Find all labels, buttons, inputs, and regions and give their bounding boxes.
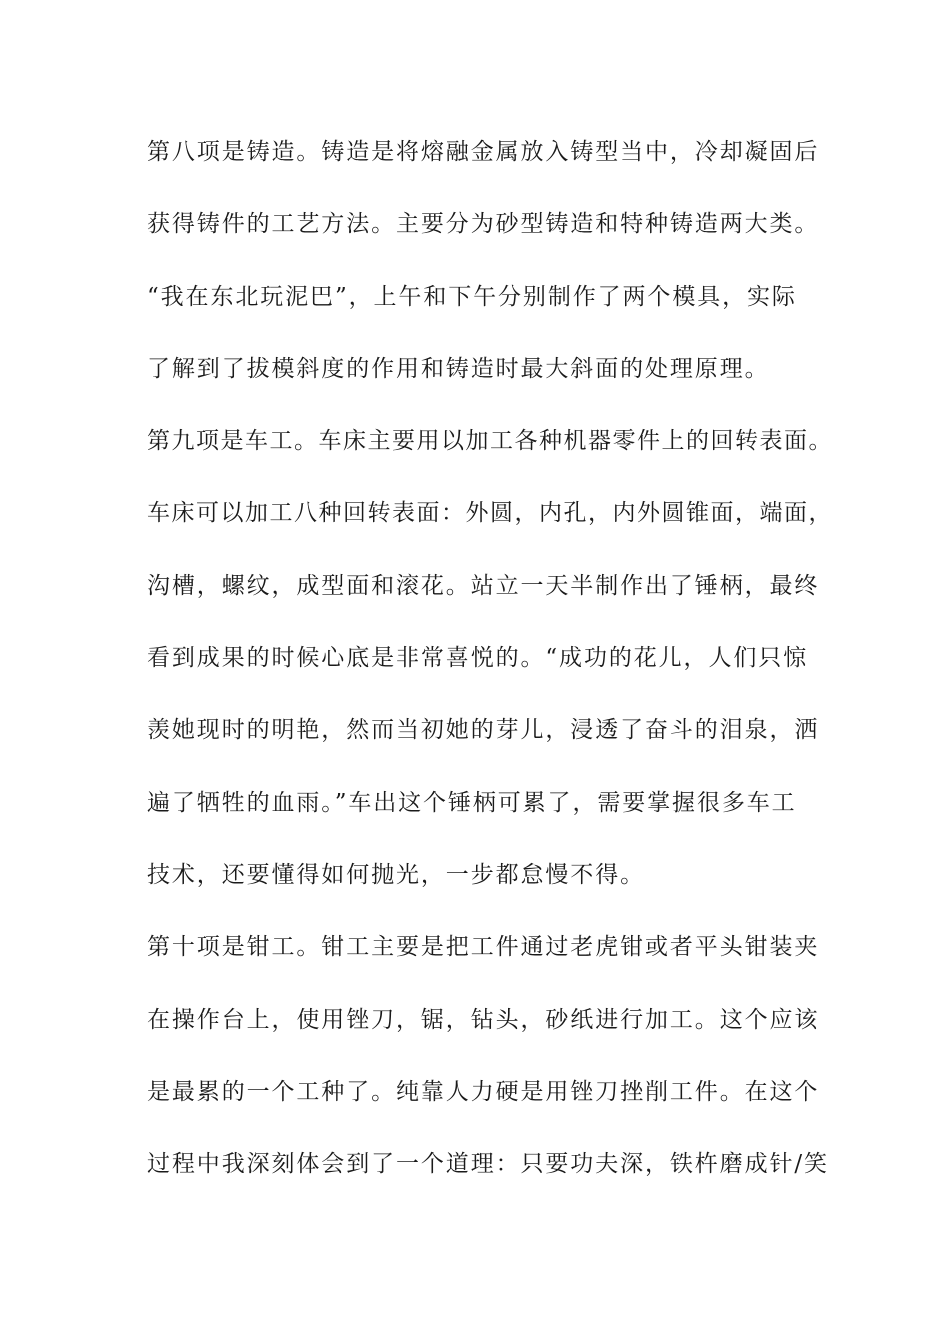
- text-line: 车床可以加工八种回转表面：外圆，内孔，内外圆锥面，端面，: [147, 500, 833, 527]
- text-line: 沟槽，螺纹，成型面和滚花。站立一天半制作出了锤柄，最终: [147, 572, 820, 599]
- body-text: [147, 132, 837, 1216]
- text-line: 羡她现时的明艳，然而当初她的芽儿，浸透了奋斗的泪泉，洒: [147, 717, 820, 744]
- text-line: 了解到了拔模斜度的作用和铸造时最大斜面的处理原理。: [147, 355, 770, 382]
- text-line: 第八项是铸造。铸造是将熔融金属放入铸型当中，冷却凝固后: [147, 139, 820, 165]
- text-line: 第九项是车工。车床主要用以加工各种机器零件上的回转表面。: [147, 428, 833, 455]
- text-line: 在操作台上，使用锉刀，锯，钻头，砂纸进行加工。这个应该: [147, 1006, 820, 1033]
- text-line: 是最累的一个工种了。纯靠人力硬是用锉刀挫削工件。在这个: [147, 1078, 820, 1105]
- text-line: 过程中我深刻体会到了一个道理：只要功夫深，铁杵磨成针/笑: [147, 1151, 829, 1178]
- text-line: 获得铸件的工艺方法。主要分为砂型铸造和特种铸造两大类。: [147, 211, 820, 238]
- text-line: 遍了牺牲的血雨。”车出这个锤柄可累了，需要掌握很多车工: [147, 789, 797, 816]
- text-line: 看到成果的时候心底是非常喜悦的。“成功的花儿，人们只惊: [147, 645, 809, 672]
- text-line: 第十项是钳工。钳工主要是把工件通过老虎钳或者平头钳装夹: [147, 934, 820, 961]
- text-line: “我在东北玩泥巴”，上午和下午分别制作了两个模具，实际: [147, 283, 797, 310]
- text-line: 技术，还要懂得如何抛光，一步都怠慢不得。: [147, 861, 645, 888]
